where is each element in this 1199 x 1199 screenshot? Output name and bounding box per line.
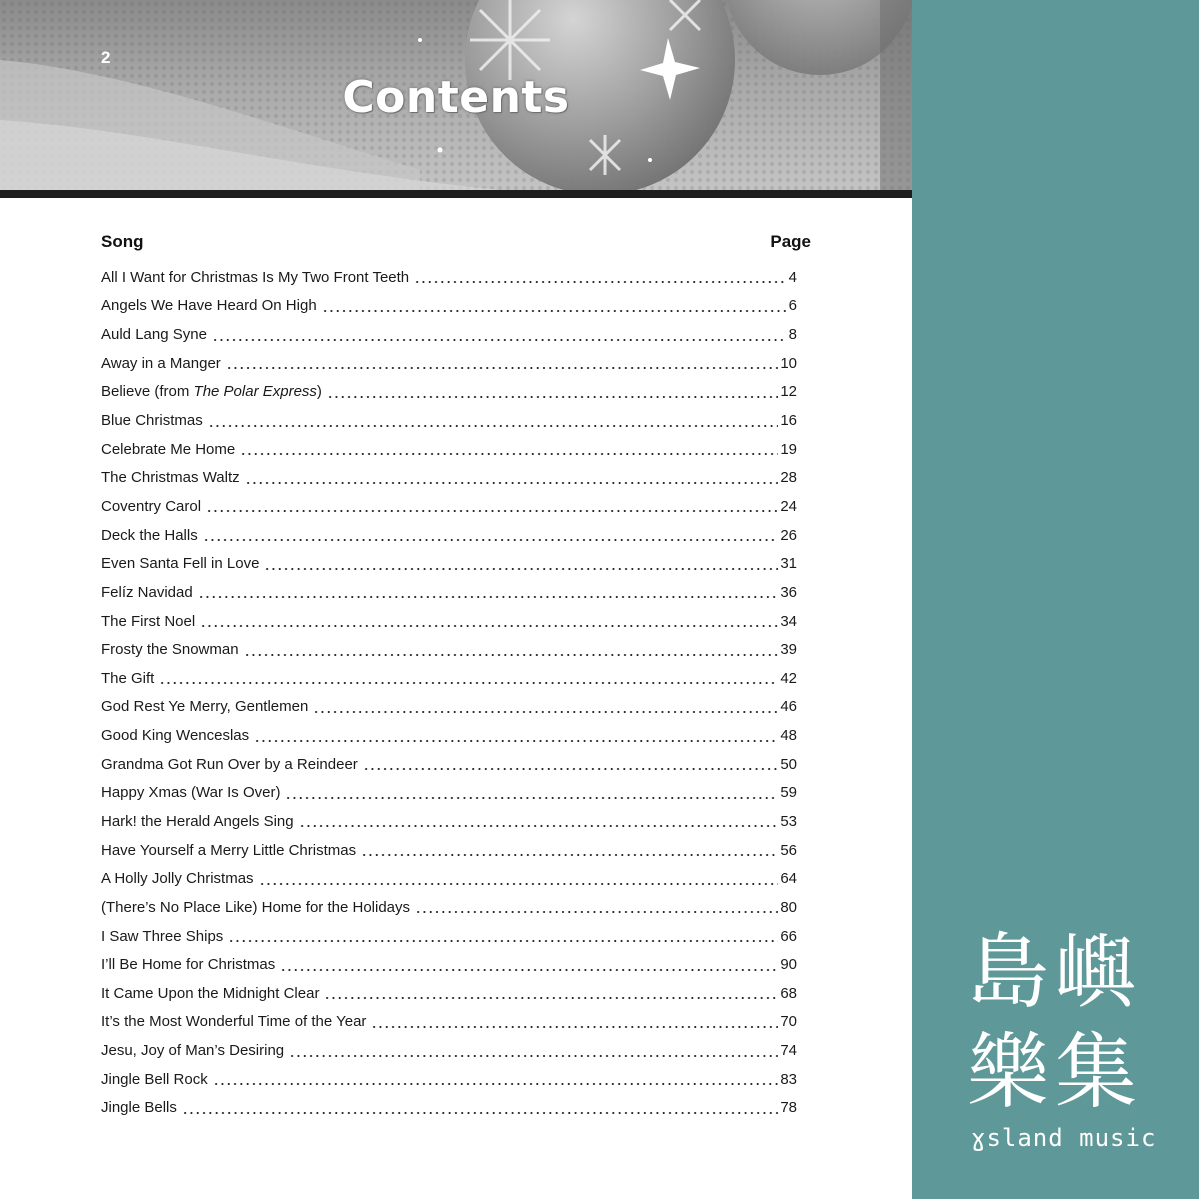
toc-entry-title: All I Want for Christmas Is My Two Front Teeth bbox=[101, 268, 410, 286]
toc-entry bbox=[101, 320, 797, 349]
toc-entry-page: 42 bbox=[780, 669, 797, 687]
toc-entry-title: I Saw Three Ships bbox=[101, 927, 224, 945]
toc-entry bbox=[101, 950, 797, 979]
toc-entry-page: 59 bbox=[780, 784, 797, 802]
dot-leader bbox=[363, 757, 779, 771]
toc-entry-page: 83 bbox=[780, 1070, 797, 1088]
toc-entry bbox=[101, 549, 797, 578]
toc-entry-title: The Gift bbox=[101, 669, 155, 687]
dot-leader bbox=[289, 1044, 778, 1058]
toc-entry-page: 4 bbox=[788, 268, 797, 286]
logo-characters-top: 島嶼 bbox=[967, 925, 1144, 1020]
toc-entry-title: The Christmas Waltz bbox=[101, 469, 240, 487]
dot-leader bbox=[322, 299, 787, 313]
toc-entry-title: Deck the Halls bbox=[101, 526, 198, 544]
toc-entry-title: It Came Upon the Midnight Clear bbox=[101, 984, 320, 1002]
toc-entry-page: 6 bbox=[788, 297, 797, 315]
toc-entry-title: Good King Wenceslas bbox=[101, 727, 250, 745]
page-title: Contents bbox=[342, 72, 570, 123]
toc-entry-title: It’s the Most Wonderful Time of the Year bbox=[101, 1013, 367, 1031]
toc-entry-title: Celebrate Me Home bbox=[101, 440, 236, 458]
toc-entry-page: 74 bbox=[780, 1042, 797, 1060]
toc-entry-page: 26 bbox=[780, 526, 797, 544]
toc-entry-title: Jingle Bells bbox=[101, 1099, 177, 1117]
toc-entry-title: Happy Xmas (War Is Over) bbox=[101, 784, 281, 802]
dot-leader bbox=[240, 442, 778, 456]
header-banner bbox=[0, 0, 912, 190]
dot-leader bbox=[371, 1015, 778, 1029]
toc-entry bbox=[101, 693, 797, 722]
page-number: 2 bbox=[101, 48, 111, 67]
page-column-heading: Page bbox=[770, 232, 811, 251]
dot-leader bbox=[182, 1101, 778, 1115]
toc-entry-page: 68 bbox=[780, 984, 797, 1002]
toc-entry-title: Hark! the Herald Angels Sing bbox=[101, 812, 294, 830]
dot-leader bbox=[299, 814, 779, 828]
toc-entry bbox=[101, 750, 797, 779]
dot-leader bbox=[264, 557, 778, 571]
toc-entry bbox=[101, 1008, 797, 1037]
toc-entry bbox=[101, 664, 797, 693]
dot-leader bbox=[159, 671, 778, 685]
toc-entry-title: A Holly Jolly Christmas bbox=[101, 870, 254, 888]
dot-leader bbox=[203, 528, 779, 542]
toc-entry-title: Angels We Have Heard On High bbox=[101, 297, 317, 315]
side-panel bbox=[912, 0, 1199, 1199]
toc-entry bbox=[101, 979, 797, 1008]
dot-leader bbox=[206, 499, 778, 513]
toc-entry-page: 56 bbox=[780, 841, 797, 859]
song-column-heading: Song bbox=[101, 232, 144, 251]
toc-entry-page: 34 bbox=[780, 612, 797, 630]
dot-leader bbox=[414, 270, 787, 284]
toc-entry bbox=[101, 1065, 797, 1094]
toc-entry-title: Jesu, Joy of Man’s Desiring bbox=[101, 1042, 285, 1060]
dot-leader bbox=[244, 643, 779, 657]
dot-leader bbox=[198, 585, 779, 599]
toc-entry bbox=[101, 578, 797, 607]
toc-entry-title: Blue Christmas bbox=[101, 412, 203, 430]
toc-entry-page: 28 bbox=[780, 469, 797, 487]
toc-entry bbox=[101, 1094, 797, 1123]
toc-entry-title: Grandma Got Run Over by a Reindeer bbox=[101, 755, 358, 773]
toc-entry bbox=[101, 893, 797, 922]
toc-entry-page: 50 bbox=[780, 755, 797, 773]
dot-leader bbox=[213, 1072, 779, 1086]
dot-leader bbox=[280, 958, 778, 972]
toc-entry-page: 31 bbox=[780, 555, 797, 573]
toc-entry-page: 53 bbox=[780, 812, 797, 830]
dot-leader bbox=[324, 986, 778, 1000]
toc-entry bbox=[101, 349, 797, 378]
toc-entry bbox=[101, 607, 797, 636]
toc-entry-page: 10 bbox=[780, 354, 797, 372]
toc-entry-page: 78 bbox=[780, 1099, 797, 1117]
toc-entry-title: God Rest Ye Merry, Gentlemen bbox=[101, 698, 309, 716]
toc-entry-page: 36 bbox=[780, 583, 797, 601]
toc-entry-page: 12 bbox=[780, 383, 797, 401]
island-music-logo bbox=[967, 925, 1157, 1152]
toc-entry-page: 48 bbox=[780, 727, 797, 745]
toc-entry bbox=[101, 807, 797, 836]
toc-entry bbox=[101, 1036, 797, 1065]
toc-entry-page: 80 bbox=[780, 898, 797, 916]
dot-leader bbox=[254, 729, 778, 743]
toc-list bbox=[101, 263, 797, 1122]
toc-entry-title: Frosty the Snowman bbox=[101, 641, 239, 659]
toc-entry bbox=[101, 836, 797, 865]
toc-entry-title: (There’s No Place Like) Home for the Holidays bbox=[101, 898, 411, 916]
dot-leader bbox=[208, 414, 779, 428]
toc-entry bbox=[101, 292, 797, 321]
dot-leader bbox=[313, 700, 778, 714]
toc-entry bbox=[101, 492, 797, 521]
dot-leader bbox=[226, 356, 779, 370]
toc-entry-page: 66 bbox=[780, 927, 797, 945]
dot-leader bbox=[327, 385, 778, 399]
toc-entry-page: 24 bbox=[780, 497, 797, 515]
toc-entry bbox=[101, 406, 797, 435]
toc-entry bbox=[101, 378, 797, 407]
toc-entry bbox=[101, 263, 797, 292]
toc-entry-page: 39 bbox=[780, 641, 797, 659]
toc-entry bbox=[101, 864, 797, 893]
dot-leader bbox=[361, 843, 778, 857]
toc-entry-title-part: Believe (from bbox=[101, 383, 194, 401]
toc-entry-title: Have Yourself a Merry Little Christmas bbox=[101, 841, 357, 859]
logo-characters-bottom: 樂集 bbox=[967, 1025, 1144, 1120]
logo-wordmark: ɣsland music bbox=[971, 1124, 1157, 1152]
toc-entry-title: Jingle Bell Rock bbox=[101, 1070, 208, 1088]
toc-entry bbox=[101, 521, 797, 550]
toc-entry-title: Coventry Carol bbox=[101, 497, 202, 515]
dot-leader bbox=[285, 786, 778, 800]
dot-leader bbox=[228, 929, 778, 943]
dot-leader bbox=[200, 614, 778, 628]
toc-entry-title-italic: The Polar Express bbox=[193, 383, 317, 401]
toc-entry-page: 19 bbox=[780, 440, 797, 458]
toc-entry-title: Felíz Navidad bbox=[101, 583, 193, 601]
toc-entry-title: The First Noel bbox=[101, 612, 196, 630]
toc-entry bbox=[101, 721, 797, 750]
toc-entry-page: 46 bbox=[780, 698, 797, 716]
toc-entry-page: 70 bbox=[780, 1013, 797, 1031]
toc-entry-page: 16 bbox=[780, 412, 797, 430]
toc-entry-title: Auld Lang Syne bbox=[101, 326, 207, 344]
toc-entry-title: Away in a Manger bbox=[101, 354, 221, 372]
toc-entry bbox=[101, 922, 797, 951]
dot-leader bbox=[415, 900, 778, 914]
toc-header bbox=[101, 232, 811, 254]
toc-entry bbox=[101, 463, 797, 492]
toc-entry bbox=[101, 779, 797, 808]
dot-leader bbox=[245, 471, 779, 485]
toc-entry bbox=[101, 435, 797, 464]
toc-entry-title bbox=[101, 383, 322, 400]
toc-entry-title-part: ) bbox=[316, 383, 322, 401]
toc-entry bbox=[101, 635, 797, 664]
toc-entry-page: 64 bbox=[780, 870, 797, 888]
toc-entry-title: Even Santa Fell in Love bbox=[101, 555, 260, 573]
toc-entry-page: 90 bbox=[780, 956, 797, 974]
dot-leader bbox=[259, 872, 779, 886]
toc-entry-page: 8 bbox=[788, 326, 797, 344]
dot-leader bbox=[212, 328, 787, 342]
toc-entry-title: I’ll Be Home for Christmas bbox=[101, 956, 276, 974]
header-divider bbox=[0, 190, 912, 198]
